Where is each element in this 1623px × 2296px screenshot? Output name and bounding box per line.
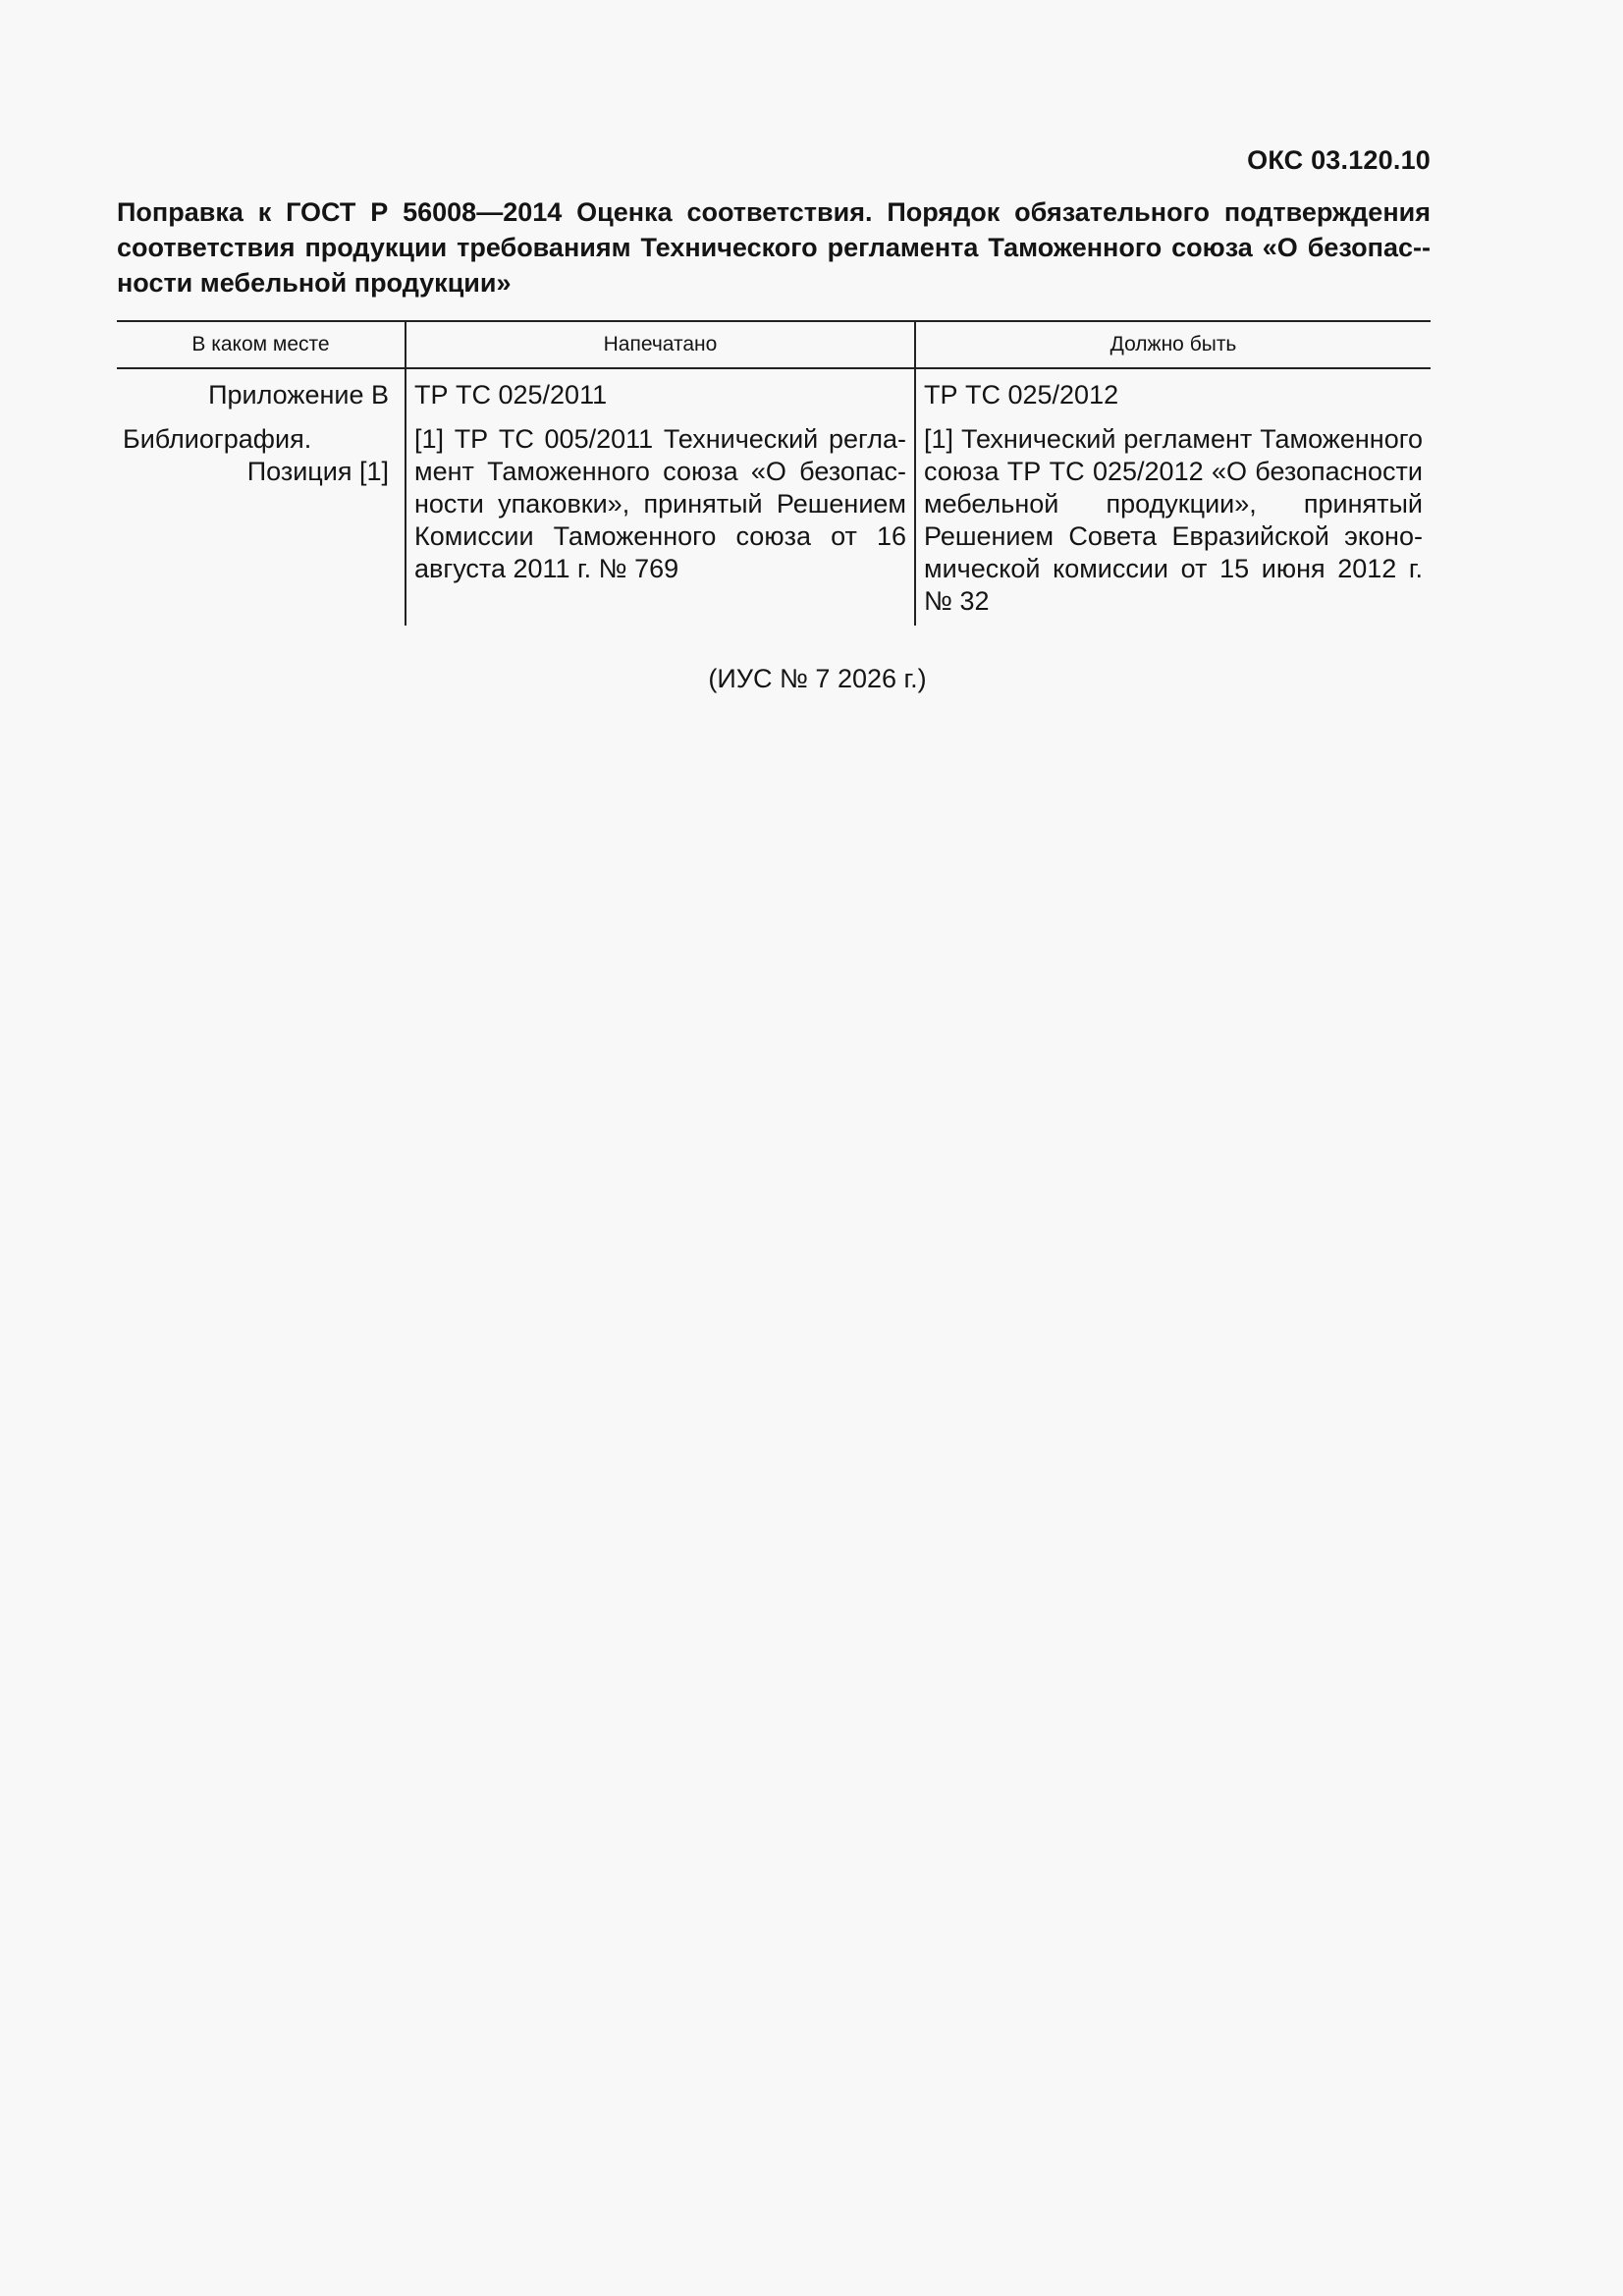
cell-should-be: [1] Технический регламент Таможенного союза ТР ТС 025/2012 «О безопасности мебельной продукции», принятый Решением Совета Евразийской экономической комиссии от 15 июня 2012 г. № 32 [915, 417, 1431, 626]
table-row [117, 417, 1431, 626]
cell-printed: [1] ТР ТС 005/2011 Технический регламент Таможенного союза «О безопасности упаковки», принятый Решением Комиссии Таможенного союза от 16 августа 2011 г. № 769 [406, 417, 915, 626]
ius-reference: (ИУС № 7 2026 г.) [708, 664, 927, 693]
cell-place: Библиография. Позиция [1] [123, 424, 389, 486]
column-header-place: В каком месте [117, 321, 406, 368]
column-header-printed: Напечатано [406, 321, 915, 368]
column-header-should-be: Должно быть [915, 321, 1431, 368]
cell-place: Приложение В [208, 380, 389, 410]
amendment-table [117, 320, 1431, 626]
table-row [117, 368, 1431, 417]
cell-printed: ТР ТС 025/2011 [406, 368, 915, 417]
cell-should-be: ТР ТС 025/2012 [915, 368, 1431, 417]
classification-code: ОКС 03.120.10 [1247, 145, 1431, 175]
amendment-title: Поправка к ГОСТ Р 56008—2014 Оценка соответствия. Порядок обязательного подтверждения соответствия продукции требованиям Технического регламента Таможенного союза «О безопас-ности мебельной продукции» [117, 197, 1431, 298]
table-header-row [117, 321, 1431, 368]
